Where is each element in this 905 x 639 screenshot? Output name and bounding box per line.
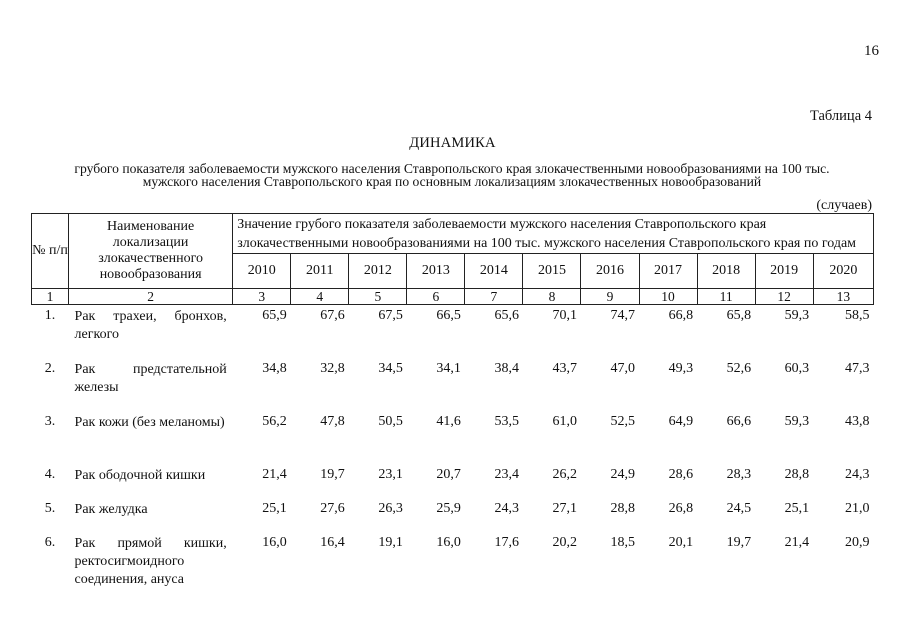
row-number: 1. (44, 308, 56, 323)
column-number: 2 (69, 289, 233, 305)
value-cell: 65,6 (494, 308, 519, 323)
value-cell: 21,0 (845, 501, 870, 516)
header-year: 2011 (291, 254, 349, 289)
header-year: 2012 (349, 254, 407, 289)
header-num: № п/п (32, 214, 69, 289)
value-cell: 24,5 (726, 501, 752, 516)
value-cell: 61,0 (552, 414, 577, 429)
table-label: Таблица 4 (809, 108, 872, 124)
header-year: 2016 (581, 254, 639, 289)
header-year: 2020 (813, 254, 873, 289)
column-number: 6 (407, 289, 465, 305)
value-cell: 21,4 (784, 535, 810, 550)
row-number: 6. (44, 535, 56, 550)
value-cell: 26,8 (668, 501, 694, 516)
value-cell: 34,5 (378, 361, 403, 376)
value-cell: 23,4 (494, 467, 519, 482)
value-cell: 28,8 (610, 501, 636, 516)
value-cell: 24,3 (494, 501, 519, 516)
localization-name: Рак предстательной железы (74, 362, 227, 395)
value-cell: 19,7 (320, 467, 345, 482)
column-number: 3 (233, 289, 291, 305)
header-year: 2018 (697, 254, 755, 289)
value-cell: 26,2 (552, 467, 577, 482)
value-cell: 50,5 (378, 414, 403, 429)
document-title: ДИНАМИКА (409, 135, 496, 151)
value-cell: 47,3 (845, 361, 870, 376)
value-cell: 28,3 (726, 467, 752, 482)
header-values: Значение грубого показателя заболеваемости мужского населения Ставропольского края злокачественными новообразованиями на 100 тыс. мужского населения Ставропольского края по годам (233, 214, 874, 254)
value-cell: 20,1 (668, 535, 694, 550)
column-number: 5 (349, 289, 407, 305)
units-label: (случаев) (816, 198, 872, 213)
value-cell: 43,7 (552, 361, 577, 376)
column-number: 10 (639, 289, 697, 305)
value-cell: 43,8 (845, 414, 870, 429)
value-cell: 70,1 (552, 308, 577, 323)
header-year: 2013 (407, 254, 465, 289)
header-year: 2015 (523, 254, 581, 289)
value-cell: 47,0 (610, 361, 636, 376)
value-cell: 60,3 (784, 361, 810, 376)
header-year: 2017 (639, 254, 697, 289)
value-cell: 66,5 (436, 308, 461, 323)
value-cell: 19,1 (378, 535, 403, 550)
value-cell: 24,9 (610, 467, 636, 482)
value-cell: 52,6 (726, 361, 752, 376)
value-cell: 59,3 (784, 414, 810, 429)
incidence-table (31, 213, 874, 595)
value-cell: 20,2 (552, 535, 577, 550)
row-number: 5. (44, 501, 56, 516)
value-cell: 20,7 (436, 467, 461, 482)
table-row (32, 464, 874, 498)
row-number: 4. (44, 467, 56, 482)
value-cell: 64,9 (668, 414, 694, 429)
header-year: 2010 (233, 254, 291, 289)
value-cell: 21,4 (262, 467, 287, 482)
value-cell: 16,0 (262, 535, 287, 550)
value-cell: 16,0 (436, 535, 461, 550)
value-cell: 32,8 (320, 361, 345, 376)
localization-name: Рак кожи (без меланомы) (74, 415, 225, 430)
column-number: 8 (523, 289, 581, 305)
value-cell: 25,1 (784, 501, 810, 516)
localization-name: Рак желудка (74, 502, 148, 517)
column-number: 12 (755, 289, 813, 305)
row-number: 2. (44, 361, 56, 376)
row-number: 3. (44, 414, 56, 429)
value-cell: 38,4 (494, 361, 519, 376)
value-cell: 59,3 (784, 308, 810, 323)
localization-name: Рак прямой кишки, ректосигмоидного соединения, ануса (74, 536, 227, 587)
page-number: 16 (864, 43, 879, 59)
table-row (32, 411, 874, 464)
table-row (32, 305, 874, 359)
value-cell: 56,2 (262, 414, 287, 429)
value-cell: 16,4 (320, 535, 345, 550)
value-cell: 41,6 (436, 414, 461, 429)
value-cell: 65,8 (726, 308, 752, 323)
value-cell: 34,1 (436, 361, 461, 376)
localization-name: Рак ободочной кишки (74, 468, 206, 483)
value-cell: 19,7 (726, 535, 752, 550)
column-number: 9 (581, 289, 639, 305)
value-cell: 66,6 (726, 414, 752, 429)
column-number: 7 (465, 289, 523, 305)
value-cell: 18,5 (610, 535, 636, 550)
column-number: 1 (32, 289, 69, 305)
value-cell: 28,8 (784, 467, 810, 482)
localization-name: Рак трахеи, бронхов, легкого (74, 309, 227, 342)
value-cell: 53,5 (494, 414, 519, 429)
column-number: 11 (697, 289, 755, 305)
value-cell: 26,3 (378, 501, 403, 516)
header-year: 2014 (465, 254, 523, 289)
value-cell: 49,3 (668, 361, 694, 376)
value-cell: 20,9 (845, 535, 870, 550)
value-cell: 65,9 (262, 308, 287, 323)
value-cell: 17,6 (494, 535, 519, 550)
header-name: Наименование локализации злокачественного новообразования (69, 214, 233, 289)
column-number: 4 (291, 289, 349, 305)
table-row (32, 498, 874, 532)
value-cell: 52,5 (610, 414, 636, 429)
value-cell: 27,1 (552, 501, 577, 516)
value-cell: 25,1 (262, 501, 287, 516)
value-cell: 24,3 (845, 467, 870, 482)
value-cell: 67,6 (320, 308, 345, 323)
column-number: 13 (813, 289, 873, 305)
document-subtitle: грубого показателя заболеваемости мужского населения Ставропольского края злокачественными новообразованиями на 100 тыс. мужского населения Ставропольского края по основным локализациям злокачественных новообразований (74, 161, 830, 189)
header-year: 2019 (755, 254, 813, 289)
value-cell: 58,5 (845, 308, 870, 323)
value-cell: 27,6 (320, 501, 345, 516)
value-cell: 67,5 (378, 308, 403, 323)
value-cell: 25,9 (436, 501, 461, 516)
table-row (32, 532, 874, 595)
value-cell: 34,8 (262, 361, 287, 376)
value-cell: 74,7 (610, 308, 636, 323)
value-cell: 23,1 (378, 467, 403, 482)
table-row (32, 358, 874, 411)
value-cell: 66,8 (668, 308, 694, 323)
value-cell: 47,8 (320, 414, 345, 429)
value-cell: 28,6 (668, 467, 694, 482)
